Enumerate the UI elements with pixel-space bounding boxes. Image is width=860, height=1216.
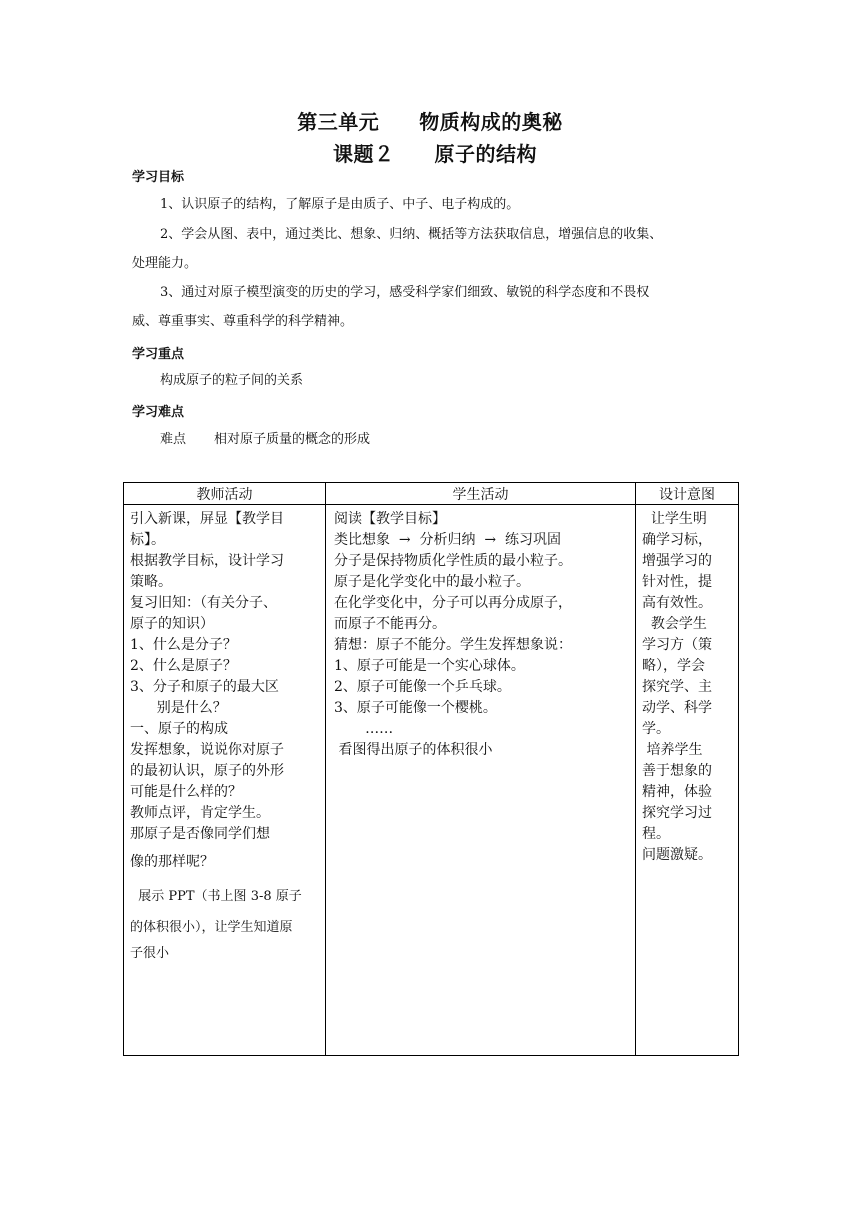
header-teacher: 教师活动 [124, 483, 326, 505]
design-intent-cell [636, 505, 739, 1056]
teacher-line: 1、什么是分子？ [130, 637, 237, 653]
teacher-line: 根据教学目标，设计学习 [130, 553, 284, 569]
teacher-activity-cell [124, 505, 326, 1056]
student-line: 而原子不能再分。 [334, 616, 446, 632]
unit-name: 物质构成的奥秘 [419, 110, 563, 134]
student-line: …… [334, 721, 394, 737]
student-line: 3、原子可能像一个樱桃。 [334, 700, 497, 716]
student-line: 2、原子可能像一个乒乓球。 [334, 679, 511, 695]
objective-1: 1、认识原子的结构，了解原子是由质子、中子、电子构成的。 [160, 197, 520, 212]
teacher-line: 像的那样呢？ [130, 854, 214, 870]
teacher-line: 原子的知识） [130, 616, 214, 632]
teacher-line: 一、原子的构成 [130, 721, 228, 737]
student-line: 1、原子可能是一个实心球体。 [334, 658, 525, 674]
teacher-line: 2、什么是原子？ [130, 658, 237, 674]
table-header-row [124, 483, 739, 505]
intent-line: 善于想象的 [642, 763, 712, 779]
objective-3-cont: 威、尊重事实、尊重科学的科学精神。 [132, 314, 354, 329]
difficulty-label: 难点 [160, 432, 187, 447]
intent-line: 让学生明 [642, 511, 707, 527]
intent-line: 培养学生 [642, 742, 703, 758]
student-line: 分子是保持物质化学性质的最小粒子。 [334, 553, 572, 569]
student-line: 看图得出原子的体积很小 [334, 742, 493, 758]
intent-line: 动学、科学 [642, 700, 712, 716]
teacher-line: 教师点评，肯定学生。 [130, 805, 270, 821]
intent-line: 确学习标， [642, 532, 712, 548]
unit-number: 第三单元 [297, 110, 380, 134]
key-point-heading: 学习重点 [132, 347, 185, 362]
teacher-line: 可能是什么样的？ [130, 784, 242, 800]
header-intent: 设计意图 [636, 483, 739, 505]
unit-title [0, 106, 860, 135]
intent-line: 问题激疑。 [642, 847, 712, 863]
teacher-line: 子很小 [130, 946, 170, 961]
teacher-line: 别是什么？ [130, 700, 227, 716]
intent-line: 教会学生 [642, 616, 707, 632]
header-student: 学生活动 [326, 483, 636, 505]
objective-2: 2、学会从图、表中，通过类比、想象、归纳、概括等方法获取信息，增强信息的收集、 [160, 227, 663, 242]
intent-line: 探究学、主 [642, 679, 712, 695]
objective-3: 3、通过对原子模型演变的历史的学习，感受科学家们细致、敏锐的科学态度和不畏权 [160, 285, 650, 300]
table-body-row [124, 505, 739, 1056]
intent-line: 探究学习过 [642, 805, 712, 821]
teacher-line: 展示 PPT（书上图 3-8 原子 [130, 889, 302, 904]
key-point-text: 构成原子的粒子间的关系 [160, 373, 304, 388]
student-line: 猜想：原子不能分。学生发挥想象说： [334, 637, 572, 653]
intent-line: 学习方（策 [642, 637, 712, 653]
lesson-name: 原子的结构 [434, 142, 537, 166]
activity-table [123, 482, 739, 1056]
student-line: 原子是化学变化中的最小粒子。 [334, 574, 530, 590]
teacher-line: 复习旧知：（有关分子、 [130, 595, 277, 611]
objectives-heading: 学习目标 [132, 170, 185, 185]
student-line: 类比想象 → 分析归纳 → 练习巩固 [334, 532, 562, 548]
teacher-line: 策略。 [130, 574, 172, 590]
student-activity-cell [326, 505, 636, 1056]
intent-line: 略），学会 [642, 658, 705, 674]
difficulty-text: 相对原子质量的概念的形成 [214, 432, 371, 447]
teacher-line: 的最初认识，原子的外形 [130, 763, 284, 779]
teacher-line: 引入新课，屏显【教学目 [130, 511, 284, 527]
teacher-line: 的体积很小），让学生知道原 [130, 920, 293, 935]
intent-line: 高有效性。 [642, 595, 712, 611]
student-line: 在化学变化中，分子可以再分成原子， [334, 595, 572, 611]
intent-line: 程。 [642, 826, 670, 842]
objective-2-cont: 处理能力。 [132, 256, 198, 271]
teacher-line: 那原子是否像同学们想 [130, 826, 270, 842]
teacher-line: 标】。 [130, 532, 165, 548]
teacher-line: 3、分子和原子的最大区 [130, 679, 279, 695]
teacher-line: 发挥想象，说说你对原子 [130, 742, 284, 758]
intent-line: 精神，体验 [642, 784, 712, 800]
lesson-number: 课题２ [333, 142, 395, 166]
intent-line: 增强学习的 [642, 553, 712, 569]
lesson-title [0, 138, 860, 167]
student-line: 阅读【教学目标】 [334, 511, 446, 527]
intent-line: 针对性，提 [642, 574, 712, 590]
intent-line: 学。 [642, 721, 670, 737]
difficulty-heading: 学习难点 [132, 405, 185, 420]
